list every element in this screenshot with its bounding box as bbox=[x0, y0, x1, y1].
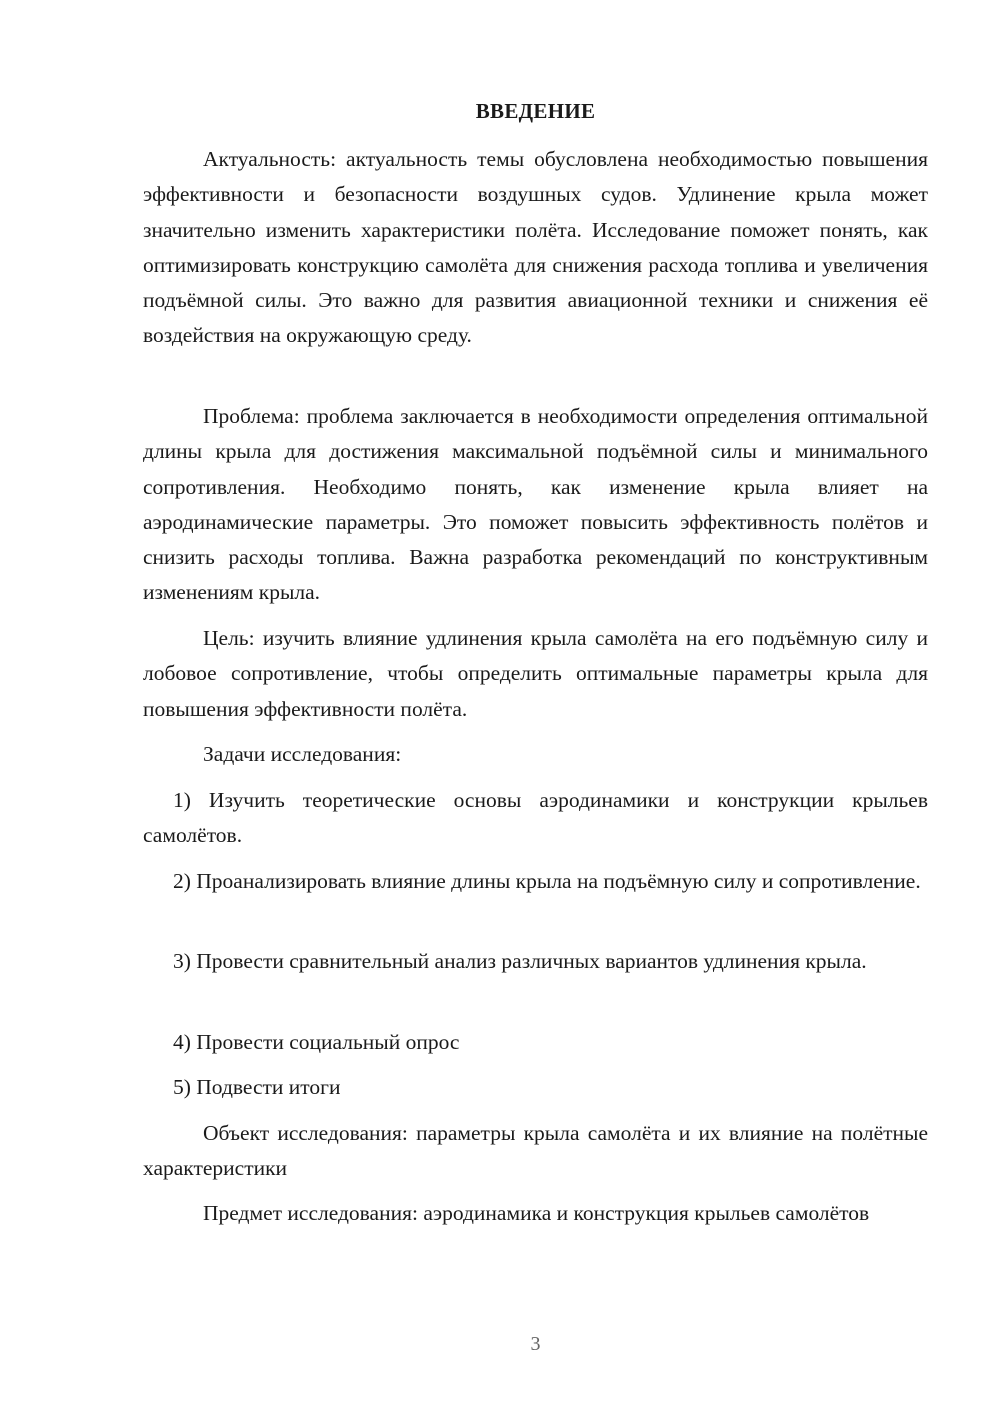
task-item-1: 1) Изучить теоретические основы аэродинамики и конструкции крыльев самолётов. bbox=[143, 788, 928, 848]
task-item-5: 5) Подвести итоги bbox=[173, 1075, 341, 1099]
problem-paragraph: Проблема: проблема заключается в необходимости определения оптимальной длины крыла для достижения максимальной подъёмной силы и минимального сопротивления. Необходимо понять, как изменение крыла влияет на аэродинамические параметры. Это поможет повысить эффективность полётов и снизить расходы топлива. Важна разработка рекомендаций по конструктивным изменениям крыла. bbox=[143, 404, 928, 605]
goal-paragraph: Цель: изучить влияние удлинения крыла самолёта на его подъёмную силу и лобовое сопротивление, чтобы определить оптимальные параметры крыла для повышения эффективности полёта. bbox=[143, 626, 928, 721]
page-number: 3 bbox=[530, 1333, 541, 1355]
task-item-2: 2) Проанализировать влияние длины крыла на подъёмную силу и сопротивление. bbox=[173, 869, 921, 893]
subject-paragraph: Предмет исследования: аэродинамика и конструкция крыльев самолётов bbox=[203, 1201, 870, 1225]
task-item-4: 4) Провести социальный опрос bbox=[173, 1030, 460, 1054]
tasks-heading: Задачи исследования: bbox=[203, 742, 402, 766]
relevance-paragraph: Актуальность: актуальность темы обусловлена необходимостью повышения эффективности и безопасности воздушных судов. Удлинение крыла может значительно изменить характеристики полёта. Исследование поможет понять, как оптимизировать конструкцию самолёта для снижения расхода топлива и увеличения подъёмной силы. Это важно для развития авиационной техники и снижения её воздействия на окружающую среду. bbox=[143, 147, 928, 348]
object-paragraph: Объект исследования: параметры крыла самолёта и их влияние на полётные характеристики bbox=[143, 1121, 928, 1181]
task-item-3: 3) Провести сравнительный анализ различных вариантов удлинения крыла. bbox=[173, 949, 867, 973]
section-title: ВВЕДЕНИЕ bbox=[475, 99, 596, 123]
